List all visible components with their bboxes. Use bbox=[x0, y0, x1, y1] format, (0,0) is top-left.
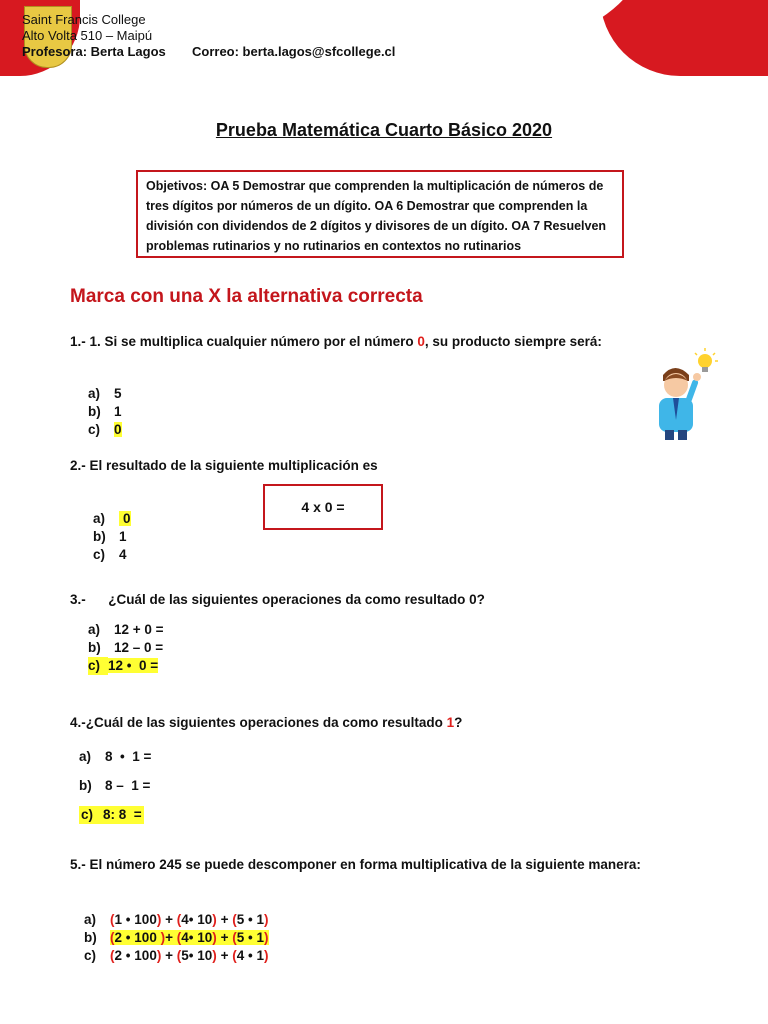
school-address: Alto Volta 510 – Maipú bbox=[22, 28, 153, 43]
question-2: 2.- El resultado de la siguiente multiplicación es bbox=[70, 458, 378, 473]
objectives-box bbox=[136, 170, 624, 258]
question-4-suffix: ? bbox=[454, 715, 463, 730]
equation-text: 4 x 0 = bbox=[301, 499, 345, 515]
question-2-options bbox=[93, 510, 131, 564]
header-red-shape-right bbox=[600, 0, 768, 76]
q5-option-b[interactable]: b) (2 • 100 )+ (4• 10) + (5 • 1) bbox=[84, 930, 269, 945]
question-4-options bbox=[79, 742, 151, 829]
question-5-options bbox=[84, 911, 269, 965]
page-title: Prueba Matemática Cuarto Básico 2020 bbox=[215, 120, 553, 140]
q1-option-a[interactable]: a) 5 bbox=[88, 386, 122, 401]
q2-option-c[interactable]: c) 4 bbox=[93, 547, 127, 562]
question-1-options bbox=[88, 385, 122, 439]
teacher-email: Correo: berta.lagos@sfcollege.cl bbox=[192, 44, 396, 59]
q3-option-a[interactable]: a) 12 + 0 = bbox=[88, 622, 164, 637]
question-1-suffix: , su producto siempre será: bbox=[424, 334, 602, 349]
school-name: Saint Francis College bbox=[22, 12, 146, 27]
q2-correct-answer: 0 bbox=[119, 511, 131, 526]
question-5: 5.- El número 245 se puede descomponer en forma multiplicativa de la siguiente manera: bbox=[70, 857, 641, 872]
q5-correct-answer: (2 • 100 )+ (4• 10) + (5 • 1) bbox=[110, 930, 269, 945]
question-4-prefix: 4.-¿Cuál de las siguientes operaciones da como resultado bbox=[70, 715, 447, 730]
question-3-options bbox=[88, 621, 164, 675]
q2-option-a[interactable]: a) 0 bbox=[93, 511, 131, 526]
q4-option-c[interactable]: c) 8: 8 = bbox=[81, 807, 142, 822]
objectives-text: Objetivos: OA 5 Demostrar que comprenden la multiplicación de números de tres dígitos por números de un dígito. OA 6 Demostrar que comprenden la división con dividendos de 2 dígitos y divisores de un dígito. OA 7 Resuelven problemas rutinarios y no rutinarios en contextos no rutinarios bbox=[146, 179, 607, 253]
q4-option-a[interactable]: a) 8 • 1 = bbox=[79, 749, 152, 764]
q3-option-c[interactable]: c) 12 • 0 = bbox=[88, 658, 159, 673]
equation-box bbox=[263, 484, 383, 530]
instruction-heading: Marca con una X la alternativa correcta bbox=[70, 286, 423, 307]
q1-option-c[interactable]: c) 0 bbox=[88, 422, 122, 437]
question-3: 3.- ¿Cuál de las siguientes operaciones da como resultado 0? bbox=[70, 592, 485, 607]
question-4-number: 1 bbox=[446, 715, 455, 730]
q5-option-a[interactable]: a) (1 • 100) + (4• 10) + (5 • 1) bbox=[84, 912, 269, 927]
q3-correct-answer: 12 • 0 = bbox=[108, 658, 159, 673]
question-4 bbox=[70, 715, 462, 730]
q3-option-b[interactable]: b) 12 – 0 = bbox=[88, 640, 164, 655]
question-1-number: 0 bbox=[417, 334, 425, 349]
q5-option-c[interactable]: c) (2 • 100) + (5• 10) + (4 • 1) bbox=[84, 948, 269, 963]
q1-option-b[interactable]: b) 1 bbox=[88, 404, 122, 419]
q2-option-b[interactable]: b) 1 bbox=[93, 529, 127, 544]
q4-option-b[interactable]: b) 8 – 1 = bbox=[79, 778, 151, 793]
q1-correct-answer: 0 bbox=[114, 422, 122, 437]
question-1-prefix: 1.- 1. Si se multiplica cualquier número por el número bbox=[70, 334, 418, 349]
question-1 bbox=[70, 332, 640, 351]
teacher-name: Profesora: Berta Lagos bbox=[22, 44, 166, 59]
q4-correct-answer: 8: 8 = bbox=[103, 807, 142, 822]
header-white-oval bbox=[80, 0, 640, 72]
teacher-with-lightbulb-icon bbox=[645, 345, 720, 440]
